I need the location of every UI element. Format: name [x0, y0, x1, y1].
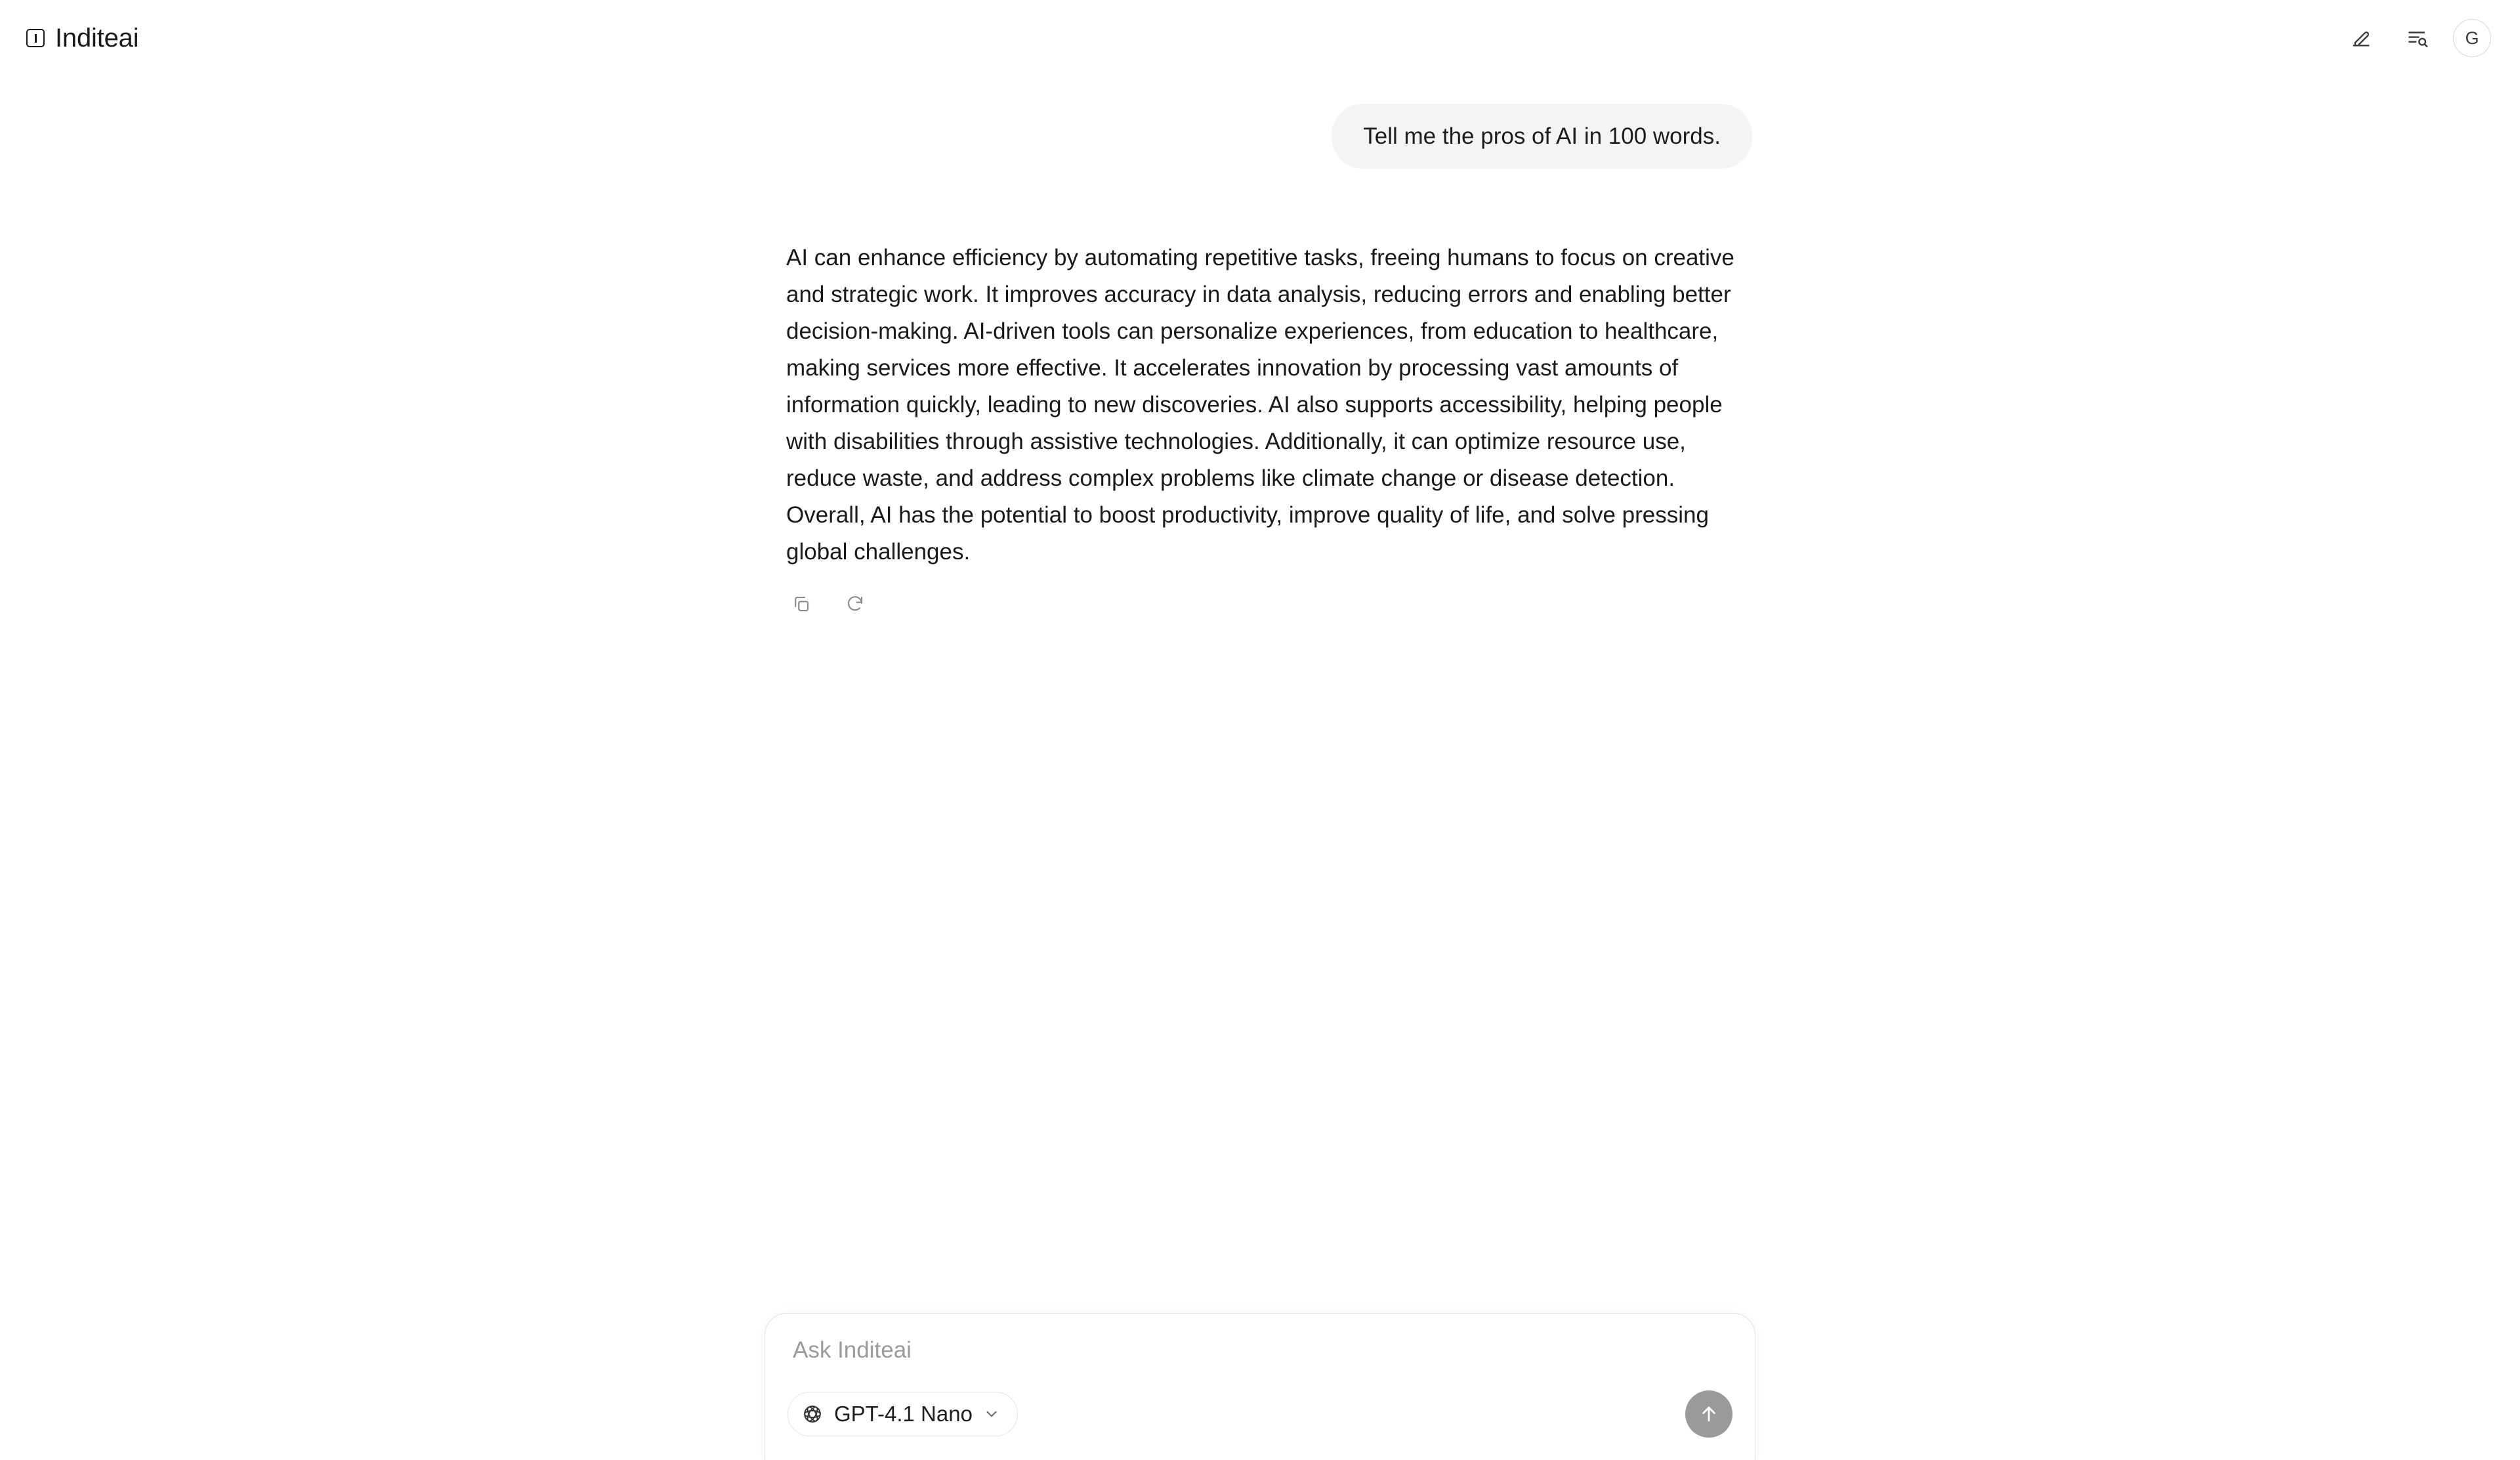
refresh-icon [845, 594, 865, 614]
composer-container [0, 1313, 2520, 1460]
assistant-message-actions [786, 589, 1752, 619]
composer-toolbar [788, 1390, 1732, 1438]
assistant-message-text: AI can enhance efficiency by automating repetitive tasks, freeing humans to focus on creative and strategic work. It improves accuracy in data analysis, reducing errors and enabling better decision-making. AI-driven tools can personalize experiences, from education to healthcare, making services more effective. It accelerates innovation by processing vast amounts of information quickly, leading to new discoveries. AI also supports accessibility, helping people with disabilities through assistive technologies. Additionally, it can optimize resource use, reduce waste, and address complex problems like climate change or disease detection. Overall, AI has the potential to boost productivity, improve quality of life, and solve pressing global challenges. [786, 245, 1741, 565]
conversation-scroll-area[interactable] [0, 76, 2520, 1296]
search-chats-button[interactable] [2397, 17, 2439, 59]
model-selector[interactable] [788, 1392, 1018, 1436]
chevron-down-icon [983, 1406, 1000, 1423]
copy-button[interactable] [786, 589, 816, 619]
send-button[interactable] [1685, 1390, 1732, 1438]
compose-pencil-icon [2350, 27, 2372, 49]
search-list-icon [2406, 27, 2429, 49]
brand-name: Inditeai [55, 23, 139, 53]
avatar[interactable]: G [2453, 19, 2491, 57]
user-message-row [768, 104, 1752, 169]
assistant-message-row [768, 240, 1752, 619]
openai-logo-icon [801, 1403, 824, 1425]
arrow-up-icon [1698, 1403, 1720, 1425]
model-name-label: GPT-4.1 Nano [834, 1402, 973, 1426]
brand[interactable] [26, 24, 138, 53]
top-bar-actions [2340, 17, 2491, 59]
copy-icon [791, 594, 811, 614]
top-bar [0, 0, 2520, 76]
app-logo-icon [26, 29, 45, 47]
message-input[interactable] [788, 1337, 1732, 1363]
user-message-bubble: Tell me the pros of AI in 100 words. [1332, 104, 1752, 169]
composer [765, 1313, 1755, 1460]
new-chat-button[interactable] [2340, 17, 2382, 59]
message-thread [768, 76, 1752, 619]
regenerate-button[interactable] [840, 589, 870, 619]
